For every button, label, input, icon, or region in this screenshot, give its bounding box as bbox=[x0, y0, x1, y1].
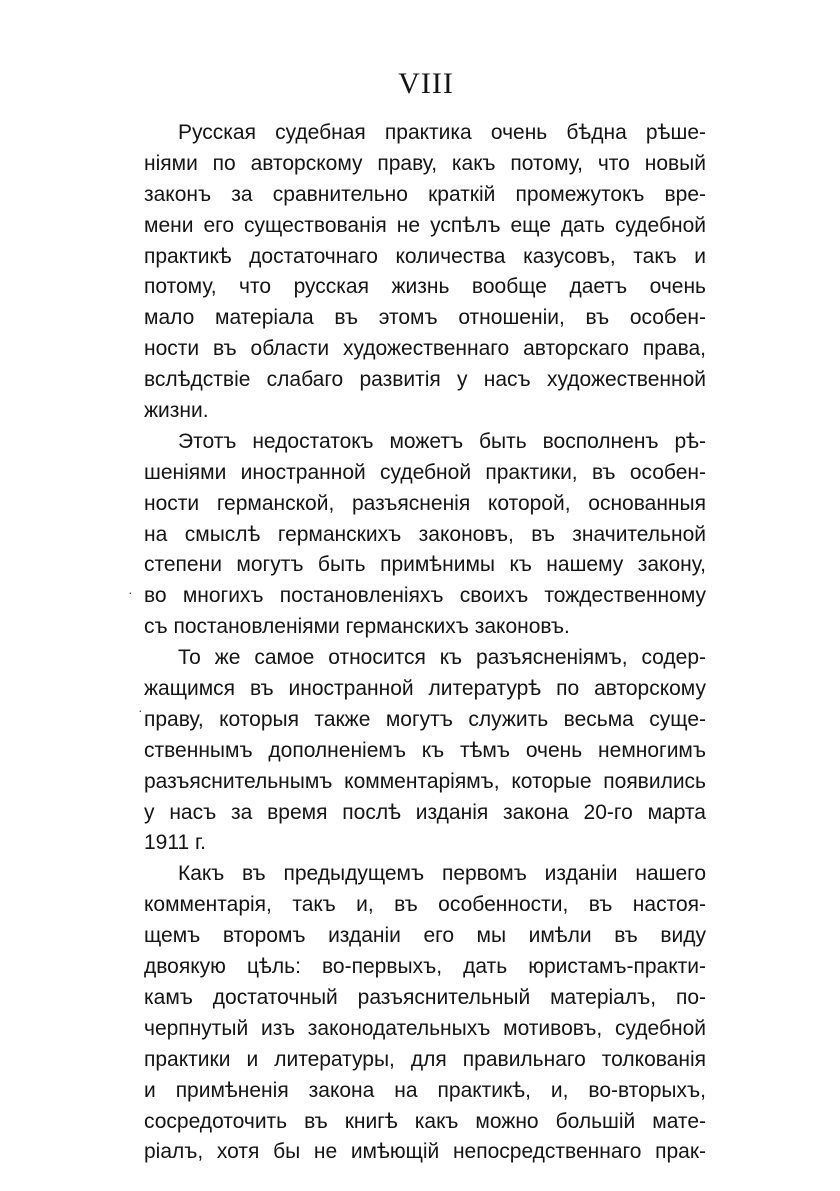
text-line: ности германской, разъясненія которой, основанныя bbox=[144, 491, 706, 515]
text-line: ственнымъ дополненіемъ къ тѣмъ очень немногимъ bbox=[144, 738, 706, 762]
text-line: Какъ въ предыдущемъ первомъ изданіи нашего bbox=[178, 862, 706, 886]
paragraph bbox=[144, 859, 706, 1168]
stray-mark: · bbox=[128, 584, 133, 600]
body-text bbox=[144, 118, 706, 1168]
text-line: То же самое относится къ разъясненіямъ, содер- bbox=[178, 646, 706, 670]
paragraph bbox=[144, 427, 706, 643]
text-line: разъяснительнымъ комментаріямъ, которые появились bbox=[144, 769, 706, 793]
paragraph bbox=[144, 118, 706, 427]
text-line: и примѣненія закона на практикѣ, и, во-вторыхъ, bbox=[144, 1078, 706, 1102]
text-line: ности въ области художественнаго авторскаго права, bbox=[144, 337, 706, 361]
text-line: на смыслѣ германскихъ законовъ, въ значительной bbox=[144, 522, 706, 546]
text-line: во многихъ постановленіяхъ своихъ тождественному bbox=[144, 584, 706, 608]
text-line: практики и литературы, для правильнаго толкованія bbox=[144, 1047, 706, 1071]
text-line: черпнутый изъ законодательныхъ мотивовъ, судебной bbox=[144, 1016, 706, 1040]
text-line: мало матеріала въ этомъ отношеніи, въ особен- bbox=[144, 306, 706, 330]
text-line: жащимся въ иностранной литературѣ по авторскому bbox=[144, 677, 706, 701]
stray-mark: · bbox=[138, 702, 143, 718]
text-line: праву, которыя также могутъ служить весьма суще- bbox=[144, 707, 706, 731]
text-line: у насъ за время послѣ изданія закона 20-го марта bbox=[144, 800, 706, 824]
text-line: сосредоточить въ книгѣ какъ можно большій мате- bbox=[144, 1109, 706, 1133]
text-line: 1911 г. bbox=[144, 831, 206, 855]
text-line: ніями по авторскому праву, какъ потому, что новый bbox=[144, 151, 706, 175]
text-line: практикѣ достаточнаго количества казусовъ, такъ и bbox=[144, 244, 706, 268]
text-line: съ постановленіями германскихъ законовъ. bbox=[144, 615, 570, 639]
text-line: ріалъ, хотя бы не имѣющій непосредственнаго прак- bbox=[144, 1140, 706, 1164]
text-line: потому, что русская жизнь вообще даетъ очень bbox=[144, 275, 706, 299]
text-line: законъ за сравнительно краткій промежутокъ вре- bbox=[144, 182, 706, 206]
text-line: шеніями иностранной судебной практики, въ особен- bbox=[144, 460, 706, 484]
text-line: двоякую цѣль: во-первыхъ, дать юристамъ-практи- bbox=[144, 955, 706, 979]
text-line: комментарія, такъ и, въ особенности, въ настоя- bbox=[144, 893, 706, 917]
text-line: Русская судебная практика очень бѣдна рѣше- bbox=[178, 121, 706, 144]
text-line: вслѣдствіе слабаго развитія у насъ художественной bbox=[144, 368, 706, 392]
text-line: степени могутъ быть примѣнимы къ нашему закону, bbox=[144, 553, 706, 577]
text-line: камъ достаточный разъяснительный матеріалъ, по- bbox=[144, 985, 706, 1009]
text-line: щемъ второмъ изданіи его мы имѣли въ виду bbox=[144, 924, 706, 948]
text-line: мени его существованія не успѣлъ еще дать судебной bbox=[144, 213, 706, 237]
page-number: VIII bbox=[398, 67, 454, 100]
text-line: Этотъ недостатокъ можетъ быть восполненъ рѣ- bbox=[178, 429, 706, 453]
paragraph bbox=[144, 643, 706, 859]
text-line: жизни. bbox=[144, 399, 209, 423]
